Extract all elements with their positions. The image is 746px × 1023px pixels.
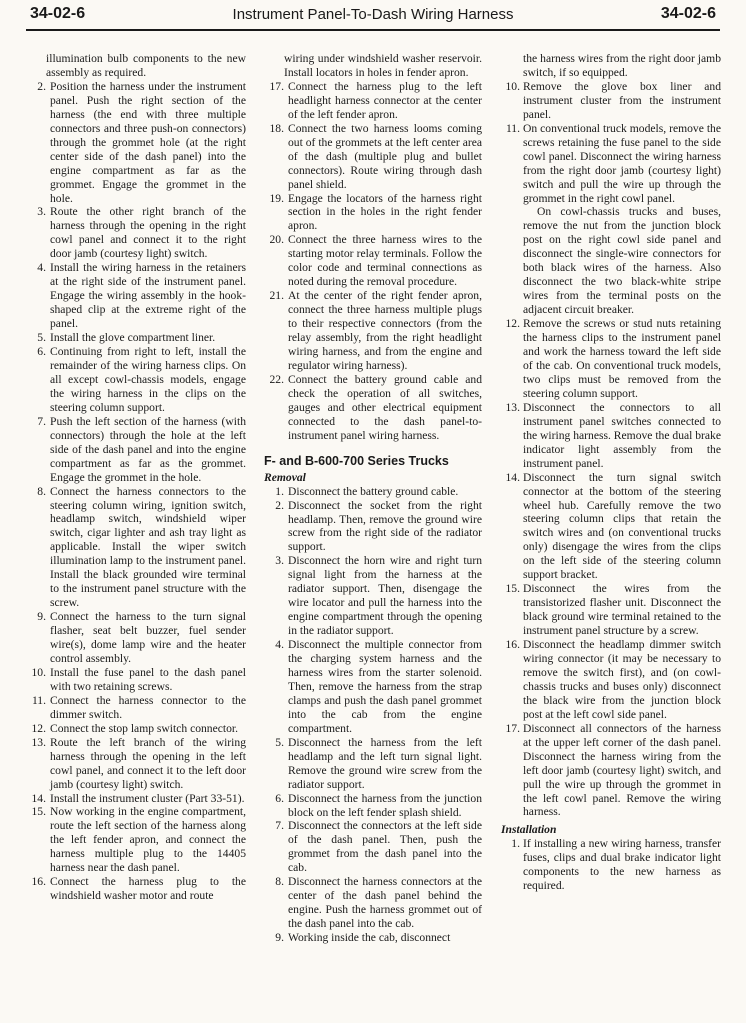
step-text: Connect the stop lamp switch connector. [50, 721, 239, 735]
step-item [501, 317, 721, 401]
step-number: 19. [269, 191, 284, 205]
step-text: Connect the harness plug to the windshield washer motor and route [50, 875, 246, 903]
step-item [264, 122, 482, 192]
step-number: 1. [511, 837, 520, 851]
step-item [26, 415, 246, 485]
step-text: Remove the screws or stud nuts retaining the harness clips to the instrument panel and work the harness toward the left side of the cab. On conventional truck models, two clips must be removed from the steering column support. [523, 317, 721, 400]
step-text: Engage the locators of the harness right section in the holes in the right fender apron. [288, 191, 482, 233]
column-3 [501, 52, 721, 893]
step-number: 18. [269, 121, 284, 135]
step-number: 17. [269, 79, 284, 93]
step-text: At the center of the right fender apron, connect the three harness multiple plugs to their respective connectors (from the relay assembly, from the right headlight wiring harness, and from the engine and regulator wiring harness). [288, 289, 482, 372]
step-item [264, 373, 482, 443]
step-text: Push the left section of the harness (with connectors) through the hole at the left side of the dash panel and into the engine compartment as far as the grommet. Engage the grommet in the hole. [50, 414, 246, 484]
step-item [264, 736, 482, 792]
step-number: 16. [31, 875, 46, 889]
step-item [501, 471, 721, 583]
step-text: Continuing from right to left, install the remainder of the wiring harness clips. On all except cowl-chassis models, engage the wiring harness in the clips on the steering column support. [50, 345, 246, 414]
column-1 [26, 52, 246, 903]
step-text: Position the harness under the instrument panel. Push the right section of the harness (the end with three multiple connectors and three push-on connectors) through the grommet hole (at the right center side of the dash panel) into the engine compartment as far as the grommet. Engage the grommet in the hole. [50, 79, 246, 205]
step-number: 4. [37, 261, 46, 275]
step-item [26, 736, 246, 792]
step-item [264, 819, 482, 875]
step-number: 9. [37, 610, 46, 624]
step-item [264, 289, 482, 373]
step-number: 13. [505, 400, 520, 414]
step-item [26, 792, 246, 806]
step-text: Install the wiring harness in the retainers at the right side of the instrument panel. Engage the wiring assembly in the hook-shaped clip at the extreme right of the panel. [50, 261, 246, 331]
step-number: 11. [31, 693, 46, 707]
step-item [26, 261, 246, 331]
step-number: 2. [37, 79, 46, 93]
step-text: Connect the three harness wires to the starting motor relay terminals. Follow the color code and terminal connections as noted during the removal procedure. [288, 233, 482, 289]
step-item [264, 499, 482, 555]
step-item [501, 80, 721, 122]
step-item [26, 331, 246, 345]
step-text: Disconnect the turn signal switch connector at the bottom of the steering wheel hub. Carefully remove the two steering column clips that retain the switch wires and (on conventional trucks only) disengage the wires from the clips on the left side of the steering column support bracket. [523, 470, 721, 582]
step-number: 21. [269, 289, 284, 303]
step-text: Disconnect the battery ground cable. [288, 484, 459, 498]
step-item [26, 205, 246, 261]
step-item [264, 792, 482, 820]
step-item [26, 722, 246, 736]
page-title: Instrument Panel-To-Dash Wiring Harness [232, 6, 514, 23]
step-text: Route the other right branch of the harness through the opening in the right cowl panel and connect it to the right door jamb (courtesy light) switch. [50, 205, 246, 261]
step-item [264, 638, 482, 736]
step-number: 8. [275, 875, 284, 889]
step-text: Connect the harness connector to the dimmer switch. [50, 693, 246, 721]
step-item [501, 582, 721, 638]
step-number: 5. [275, 735, 284, 749]
step-text: Disconnect all connectors of the harness at the upper left corner of the dash panel. Disconnect the harness wiring from the left door jamb (courtesy light) switch, and pull the wire up through the grommet in the left cowl panel. Remove the wiring harness. [523, 721, 721, 819]
step-number: 1. [275, 484, 284, 498]
step-item [26, 805, 246, 875]
step-item [264, 192, 482, 234]
step-text: Install the instrument cluster (Part 33-51). [50, 791, 245, 805]
section-title: F- and B-600-700 Series Trucks [264, 453, 449, 468]
step-item [26, 610, 246, 666]
page-header [0, 0, 746, 34]
step-text: Connect the harness to the turn signal flasher, seat belt buzzer, fuel sender wire(s), dome lamp wire and the heater control assembly. [50, 610, 246, 665]
step-number: 10. [505, 79, 520, 93]
step-number: 10. [31, 665, 46, 679]
step-number: 5. [37, 331, 46, 345]
step-text: Connect the harness plug to the left headlight harness connector at the center of the left fender apron. [288, 79, 482, 121]
step-text: Disconnect the wires from the transistorized flasher unit. Disconnect the black ground wire terminal retained to the instrument panel structure by a screw. [523, 582, 721, 638]
step-item [501, 122, 721, 206]
step-number: 14. [505, 470, 520, 484]
step-number: 6. [275, 791, 284, 805]
step-text: Connect the two harness looms coming out of the grommets at the left center area of the dash (multiple plug and bullet connectors). Route wiring through dash panel shield. [288, 121, 482, 191]
step-number: 22. [269, 372, 284, 386]
step-number: 2. [275, 498, 284, 512]
step-text: Disconnect the harness connectors at the center of the dash panel behind the engine. Push the harness grommet out of the dash panel into the cab. [288, 875, 482, 931]
continued-text: illumination bulb components to the new assembly as required. [46, 52, 246, 79]
step-text: Route the left branch of the wiring harness through the opening in the left cowl panel, and connect it to the left door jamb (courtesy light) switch. [50, 735, 246, 791]
step-number: 17. [505, 721, 520, 735]
step-number: 7. [275, 819, 284, 833]
step-item [264, 931, 482, 945]
step-item [264, 80, 482, 122]
paragraph: On cowl-chassis trucks and buses, remove the nut from the junction block post on the right cowl side panel and disconnect the single-wire connectors for both black wires of the harness. Also disconnect the two black-white stripe wires from the terminal posts on the adjacent circuit breaker. [523, 205, 721, 317]
step-item [264, 554, 482, 638]
step-number: 8. [37, 484, 46, 498]
step-number: 4. [275, 638, 284, 652]
step-number: 16. [505, 638, 520, 652]
step-item [501, 401, 721, 471]
step-text: Working inside the cab, disconnect [288, 931, 451, 945]
step-item [26, 666, 246, 694]
continued-text: wiring under windshield washer reservoir. Install locators in holes in fender apron. [284, 52, 482, 79]
step-number: 6. [37, 345, 46, 359]
step-text: Disconnect the socket from the right headlamp. Then, remove the ground wire screw from the right side of the radiator support. [288, 498, 482, 554]
removal-heading: Removal [264, 470, 306, 484]
step-number: 20. [269, 233, 284, 247]
step-number: 15. [505, 582, 520, 596]
step-text: On conventional truck models, remove the screws retaining the fuse panel to the side cowl panel. Disconnect the wiring harness from the right door jamb (courtesy light) switch and pull the wire up through the grommet in the right cowl panel. [523, 121, 721, 205]
step-number: 13. [31, 735, 46, 749]
step-number: 11. [505, 121, 520, 135]
page-number-right: 34-02-6 [660, 5, 716, 22]
step-item [264, 875, 482, 931]
step-number: 12. [31, 721, 46, 735]
step-number: 14. [31, 791, 46, 805]
step-text: Disconnect the headlamp dimmer switch wiring connector (it may be necessary to remove the switch first), and (on cowl-chassis trucks and buses only) disconnect the black wire from the junction block post at the left cowl side panel. [523, 638, 721, 721]
step-item [501, 722, 721, 820]
step-item [501, 638, 721, 722]
step-text: Disconnect the harness from the left headlamp and the left turn signal light. Remove the ground wire screw from the radiator support. [288, 735, 482, 791]
step-text: Disconnect the connectors at the left side of the dash panel. Then, push the grommet from the dash panel into the cab. [288, 819, 482, 875]
step-number: 3. [37, 205, 46, 219]
column-2 [264, 52, 482, 945]
step-text: Install the fuse panel to the dash panel with two retaining screws. [50, 665, 246, 693]
step-number: 15. [31, 805, 46, 819]
step-text: Connect the battery ground cable and check the operation of all switches, gauges and other electrical equipment connected to the dash panel-to-instrument panel wiring harness. [288, 372, 482, 442]
step-item [501, 837, 721, 893]
step-number: 12. [505, 317, 520, 331]
page-number-left: 34-02-6 [30, 5, 86, 22]
installation-heading: Installation [501, 823, 557, 837]
continued-text: the harness wires from the right door jamb switch, if so equipped. [523, 52, 721, 79]
step-text: Disconnect the harness from the junction block on the left fender splash shield. [288, 791, 482, 819]
step-text: Remove the glove box liner and instrument cluster from the instrument panel. [523, 79, 721, 121]
step-number: 7. [37, 414, 46, 428]
step-text: Now working in the engine compartment, route the left section of the harness along the left fender apron, and connect the harness multiple plug to the 14405 harness near the dash panel. [50, 805, 246, 875]
step-text: Disconnect the connectors to all instrument panel switches connected to the wiring harness. Remove the dual brake indicator light assembly from the instrument panel. [523, 400, 721, 470]
step-item [26, 875, 246, 903]
step-number: 9. [275, 931, 284, 945]
step-text: If installing a new wiring harness, transfer fuses, clips and dual brake indicator light components to the new harness as required. [523, 837, 721, 893]
step-text: Connect the harness connectors to the steering column wiring, ignition switch, headlamp switch, windshield wiper switch, cigar lighter and ash tray light as applicable. Install the wiper switch illumination lamp to the instrument panel. Install the black grounded wire terminal to the instrument panel structure with the screw. [50, 484, 246, 610]
step-text: Install the glove compartment liner. [50, 331, 216, 345]
step-item [26, 80, 246, 206]
header-rule [26, 29, 720, 31]
step-item [264, 233, 482, 289]
step-item [26, 485, 246, 611]
step-item [26, 694, 246, 722]
step-text: Disconnect the multiple connector from the charging system harness and the harness wires from the starter solenoid. Then, remove the harness from the strap clamps and push the dash panel grommet into the cab from the engine compartment. [288, 638, 482, 735]
step-number: 3. [275, 554, 284, 568]
step-text: Disconnect the horn wire and right turn signal light from the harness at the radiator support. Then, disengage the wire locator and pull the harness into the engine compartment through the opening in the radiator support. [288, 554, 482, 638]
step-item [26, 345, 246, 415]
step-item [264, 485, 482, 499]
